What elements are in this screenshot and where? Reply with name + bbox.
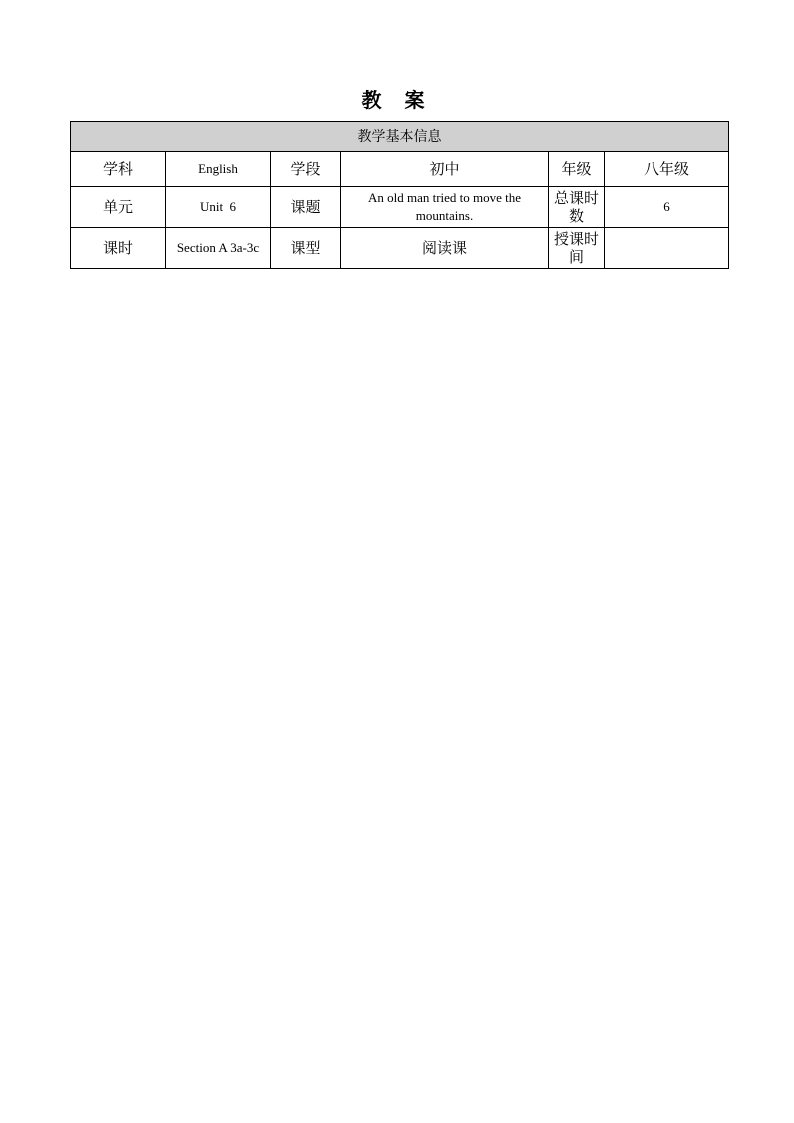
table-row bbox=[71, 152, 729, 187]
total-lessons-value: 6 bbox=[605, 187, 729, 228]
subject-value: English bbox=[166, 152, 271, 187]
unit-value: Unit 6 bbox=[166, 187, 271, 228]
topic-value: An old man tried to move the mountains. bbox=[341, 187, 549, 228]
stage-label: 学段 bbox=[271, 152, 341, 187]
subject-label: 学科 bbox=[71, 152, 166, 187]
topic-label: 课题 bbox=[271, 187, 341, 228]
total-lessons-label: 总课时数 bbox=[549, 187, 605, 228]
basic-info-table bbox=[70, 121, 729, 269]
grade-label: 年级 bbox=[549, 152, 605, 187]
period-value: Section A 3a-3c bbox=[166, 228, 271, 269]
table-header-row bbox=[71, 122, 729, 152]
period-label: 课时 bbox=[71, 228, 166, 269]
lesson-type-value: 阅读课 bbox=[341, 228, 549, 269]
teaching-time-label: 授课时间 bbox=[549, 228, 605, 269]
table-row bbox=[71, 228, 729, 269]
stage-value: 初中 bbox=[341, 152, 549, 187]
teaching-time-value bbox=[605, 228, 729, 269]
section-header: 教学基本信息 bbox=[71, 122, 729, 152]
table-row bbox=[71, 187, 729, 228]
lesson-type-label: 课型 bbox=[271, 228, 341, 269]
grade-value: 八年级 bbox=[605, 152, 729, 187]
unit-label: 单元 bbox=[71, 187, 166, 228]
document-title: 教 案 bbox=[361, 88, 433, 112]
